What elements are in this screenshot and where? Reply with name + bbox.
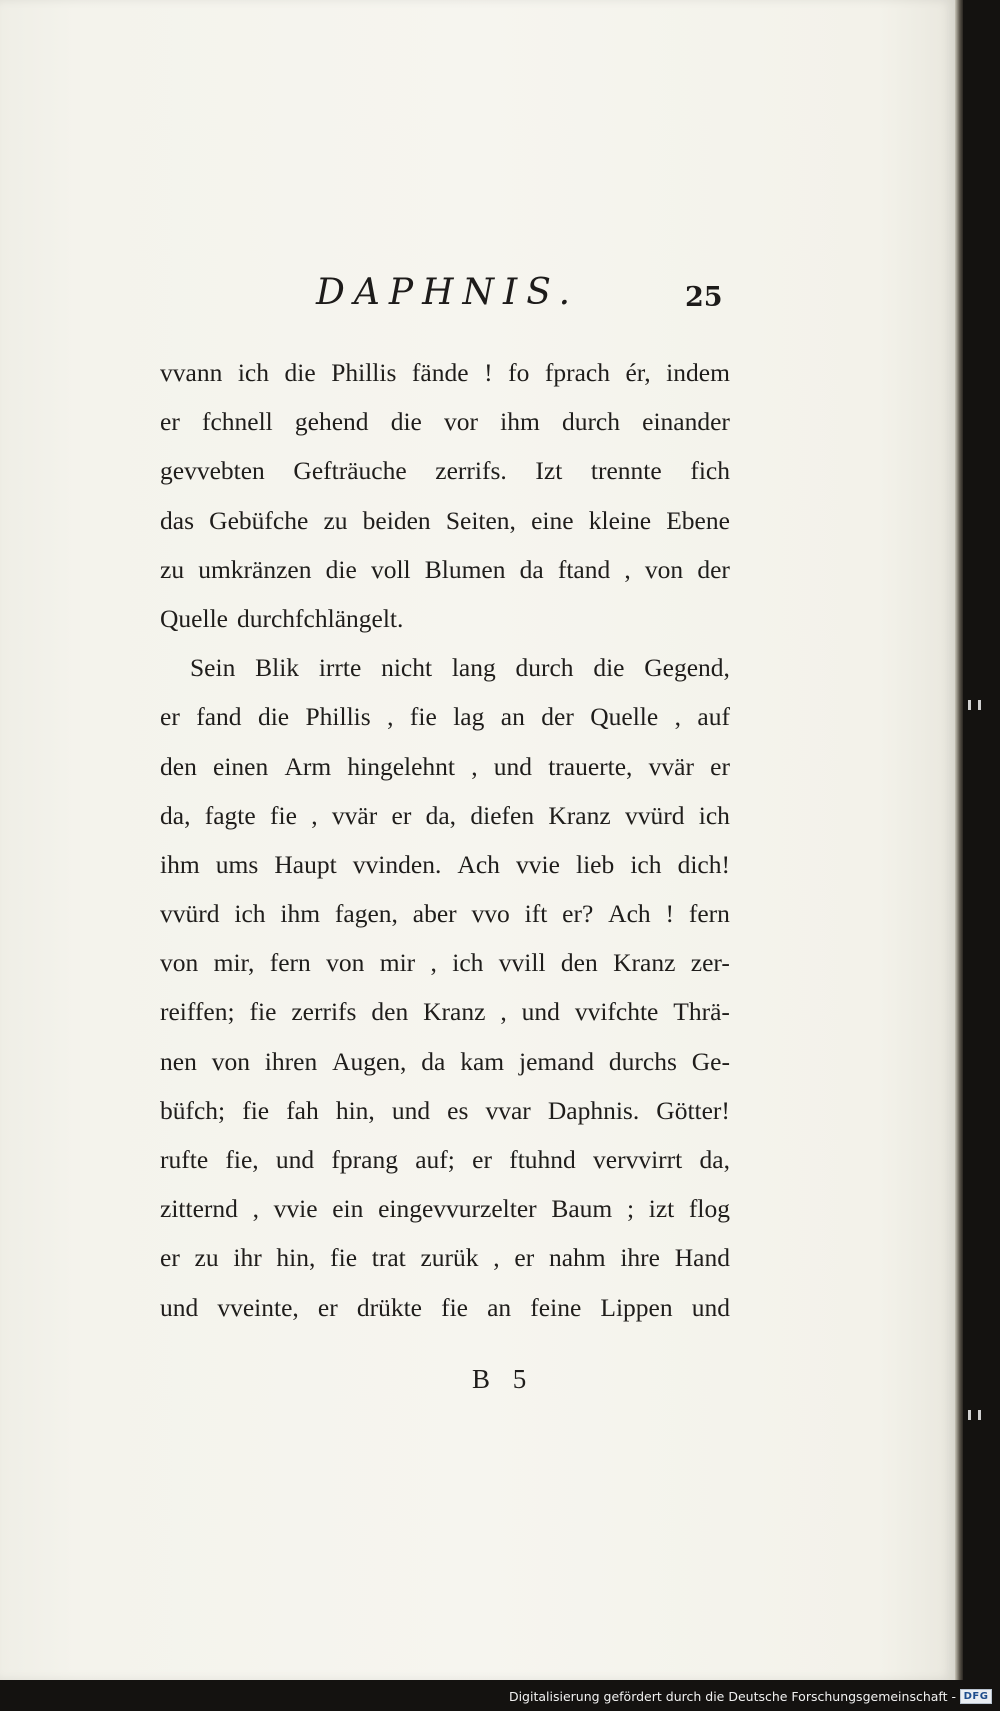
word: auf; <box>415 1145 455 1174</box>
page-edge <box>955 0 963 1680</box>
word: die <box>593 653 625 683</box>
word: und <box>391 1095 431 1125</box>
word: ! <box>484 358 493 387</box>
word: lang <box>451 653 496 683</box>
word: flog <box>688 1194 730 1224</box>
word: ihm <box>160 849 200 879</box>
word: fie <box>270 800 297 830</box>
word: Quelle <box>160 603 228 633</box>
word: fie <box>249 997 277 1027</box>
word: vvill <box>498 948 546 978</box>
word: hingelehnt <box>347 751 456 781</box>
text-line <box>160 348 730 397</box>
word: Daphnis. <box>547 1095 640 1125</box>
word: reiffen; <box>160 997 235 1027</box>
word: einen <box>213 751 269 781</box>
word: Baum <box>551 1194 613 1224</box>
text-line <box>160 742 730 791</box>
word: hin, <box>335 1095 375 1125</box>
word: von <box>644 554 684 584</box>
word: an <box>500 702 525 732</box>
word: der <box>697 554 730 584</box>
text-line <box>160 1037 730 1086</box>
word: Ebene <box>666 505 730 535</box>
word: Ge- <box>691 1046 730 1076</box>
word: , <box>387 702 394 732</box>
text-line <box>160 397 730 446</box>
word: , <box>624 554 631 584</box>
word: den <box>371 997 409 1027</box>
word: vvär <box>648 751 694 781</box>
word: Gebüfche <box>209 505 309 535</box>
word: , <box>252 1194 259 1224</box>
word: durchfchlängelt. <box>236 603 404 633</box>
word: von <box>211 1046 250 1076</box>
word: lag <box>453 702 485 732</box>
margin-speck <box>968 1410 971 1420</box>
text-line <box>160 987 730 1036</box>
word: eine <box>531 505 574 535</box>
text-line <box>160 1135 730 1184</box>
dfg-logo: DFG <box>960 1689 992 1704</box>
word: der <box>541 702 574 732</box>
word: fie <box>330 1243 358 1273</box>
word: er <box>391 800 412 830</box>
word: fie <box>441 1292 468 1322</box>
word: an <box>487 1292 512 1322</box>
word: trat <box>371 1243 406 1273</box>
text-line <box>160 643 730 692</box>
word: fagte <box>204 800 256 830</box>
text-line <box>160 446 730 495</box>
word: nahm <box>548 1243 606 1273</box>
word: die <box>390 407 422 437</box>
word: ift <box>524 899 548 929</box>
word: , <box>674 702 681 732</box>
text-line <box>160 594 730 643</box>
word: es <box>447 1095 469 1125</box>
text-line <box>160 496 730 545</box>
word: fich <box>690 456 730 486</box>
word: den <box>160 751 197 781</box>
word: von <box>326 948 365 978</box>
word: irrte <box>318 653 362 683</box>
word: Ach <box>608 899 651 929</box>
text-line <box>160 938 730 987</box>
word: fand <box>196 702 242 732</box>
word: trauerte, <box>548 751 633 781</box>
word: da, <box>160 800 191 830</box>
word: vor <box>443 407 478 437</box>
text-line <box>160 1283 730 1332</box>
word: ums <box>215 849 259 879</box>
word: das <box>160 505 194 535</box>
word: ihm <box>500 407 540 437</box>
word: lieb <box>576 849 615 879</box>
word: fie <box>242 1095 270 1125</box>
word: Götter! <box>656 1095 730 1125</box>
word: fo <box>508 358 530 387</box>
word: ich <box>234 899 266 929</box>
word: durch <box>561 407 620 437</box>
word: kam <box>460 1046 505 1076</box>
word: izt <box>648 1194 675 1224</box>
word: Phillis <box>331 358 397 387</box>
text-line <box>160 791 730 840</box>
word: indem <box>666 358 730 387</box>
word: da <box>519 554 544 584</box>
word: die <box>257 702 290 732</box>
word: zu <box>323 505 348 535</box>
word: diefen <box>470 800 535 830</box>
word: fagen, <box>334 899 398 929</box>
word: und <box>275 1145 315 1174</box>
word: dich! <box>677 849 730 879</box>
text-line <box>160 545 730 594</box>
word: Haupt <box>274 849 337 879</box>
word: ! <box>665 899 675 929</box>
word: mir <box>379 948 416 978</box>
word: feine <box>530 1292 582 1322</box>
word: Augen, <box>332 1046 407 1076</box>
word: beiden <box>362 505 431 535</box>
word: von <box>160 948 199 978</box>
signature-mark: B 5 <box>472 1364 535 1394</box>
word: Izt <box>535 456 563 486</box>
word: fprang <box>331 1145 398 1174</box>
margin-speck <box>968 700 971 710</box>
word: Gefträuche <box>293 456 407 486</box>
text-line <box>160 692 730 741</box>
text-line <box>160 1086 730 1135</box>
word: auf <box>697 702 730 732</box>
word: und <box>691 1292 730 1322</box>
word: vervvirrt <box>593 1145 683 1174</box>
word: und <box>493 751 533 781</box>
word: ich <box>452 948 484 978</box>
word: Ach <box>457 849 500 879</box>
word: vvie <box>516 849 560 879</box>
text-line <box>160 1184 730 1233</box>
word: mir, <box>213 948 255 978</box>
word: gehend <box>294 407 369 437</box>
word: rufte <box>160 1145 209 1174</box>
word: vvinden. <box>352 849 442 879</box>
word: , <box>500 997 507 1027</box>
text-line <box>160 1233 730 1282</box>
text-line <box>160 889 730 938</box>
word: Blik <box>255 653 300 683</box>
word: fern <box>269 948 311 978</box>
word: ftand <box>557 554 611 584</box>
word: er <box>472 1145 492 1174</box>
word: vvürd <box>160 899 220 929</box>
word: er <box>160 407 180 437</box>
word: Hand <box>674 1243 730 1273</box>
word: jemand <box>518 1046 595 1076</box>
word: zurük <box>420 1243 479 1273</box>
word: Lippen <box>600 1292 673 1322</box>
word: er <box>514 1243 535 1273</box>
word: vvo <box>471 899 510 929</box>
word: vvar <box>485 1095 531 1125</box>
word: er <box>160 1243 180 1273</box>
word: zu <box>194 1243 219 1273</box>
word: zu <box>160 554 185 584</box>
word: ich <box>237 358 269 387</box>
word: Arm <box>284 751 332 781</box>
word: zerrifs <box>291 997 357 1027</box>
body-text <box>160 348 730 1332</box>
word: zer- <box>690 948 730 978</box>
word: vvifchte <box>574 997 659 1027</box>
word: Seiten, <box>445 505 516 535</box>
word: zerrifs. <box>435 456 507 486</box>
word: , <box>471 751 478 781</box>
word: Quelle <box>590 702 659 732</box>
word: fern <box>688 899 730 929</box>
word: er <box>710 751 730 781</box>
word: , <box>430 948 437 978</box>
word: Kranz <box>613 948 676 978</box>
word: fprach <box>544 358 610 387</box>
word: die <box>284 358 316 387</box>
word: Gegend, <box>644 653 730 683</box>
word: ein <box>332 1194 364 1224</box>
word: ér, <box>625 358 651 387</box>
word: er? <box>562 899 594 929</box>
word: , <box>493 1243 500 1273</box>
word: durch <box>515 653 574 683</box>
word: kleine <box>588 505 652 535</box>
word: nicht <box>381 653 433 683</box>
word: fie, <box>225 1145 259 1174</box>
word: er <box>160 702 180 732</box>
word: ihm <box>280 899 321 929</box>
word: büfch; <box>160 1095 226 1125</box>
word: vvann <box>160 358 223 387</box>
word: gevvebten <box>160 456 265 486</box>
word: fände <box>411 358 469 387</box>
word: trennte <box>590 456 662 486</box>
word: einander <box>642 407 730 437</box>
footer-credit: Digitalisierung gefördert durch die Deutsche Forschungsgemeinschaft - <box>508 1689 956 1704</box>
text-line <box>160 840 730 889</box>
word: voll <box>370 554 411 584</box>
word: fie <box>409 702 437 732</box>
word: da <box>421 1046 446 1076</box>
word: und <box>160 1292 199 1322</box>
word: ich <box>630 849 662 879</box>
word: fchnell <box>201 407 273 437</box>
word: Blumen <box>424 554 506 584</box>
word: ; <box>626 1194 635 1224</box>
word: den <box>560 948 598 978</box>
word: durchs <box>608 1046 677 1076</box>
word: drükte <box>356 1292 422 1322</box>
word: eingevvurzelter <box>378 1194 537 1224</box>
word: ihre <box>620 1243 660 1273</box>
word: , <box>311 800 318 830</box>
word: die <box>325 554 357 584</box>
word: Sein <box>190 653 236 683</box>
word: Phillis <box>305 702 371 732</box>
word: und <box>521 997 560 1027</box>
word: umkränzen <box>198 554 312 584</box>
word: Kranz <box>548 800 611 830</box>
word: vvär <box>331 800 378 830</box>
running-head: DAPHNIS. <box>316 272 580 313</box>
word: er <box>317 1292 338 1322</box>
word: vveinte, <box>217 1292 299 1322</box>
margin-speck <box>978 700 981 710</box>
word: da, <box>699 1145 730 1174</box>
word: ihr <box>233 1243 262 1273</box>
margin-speck <box>978 1410 981 1420</box>
word: da, <box>425 800 457 830</box>
word: aber <box>412 899 457 929</box>
page-number: 25 <box>685 282 723 313</box>
word: ihren <box>264 1046 318 1076</box>
word: vvürd <box>624 800 685 830</box>
word: fah <box>286 1095 319 1125</box>
word: vvie <box>273 1194 318 1224</box>
word: ich <box>698 800 730 830</box>
word: Thrä- <box>673 997 730 1027</box>
word: Kranz <box>423 997 486 1027</box>
word: zitternd <box>160 1194 238 1224</box>
word: hin, <box>276 1243 316 1273</box>
word: nen <box>160 1046 197 1076</box>
word: ftuhnd <box>509 1145 576 1174</box>
